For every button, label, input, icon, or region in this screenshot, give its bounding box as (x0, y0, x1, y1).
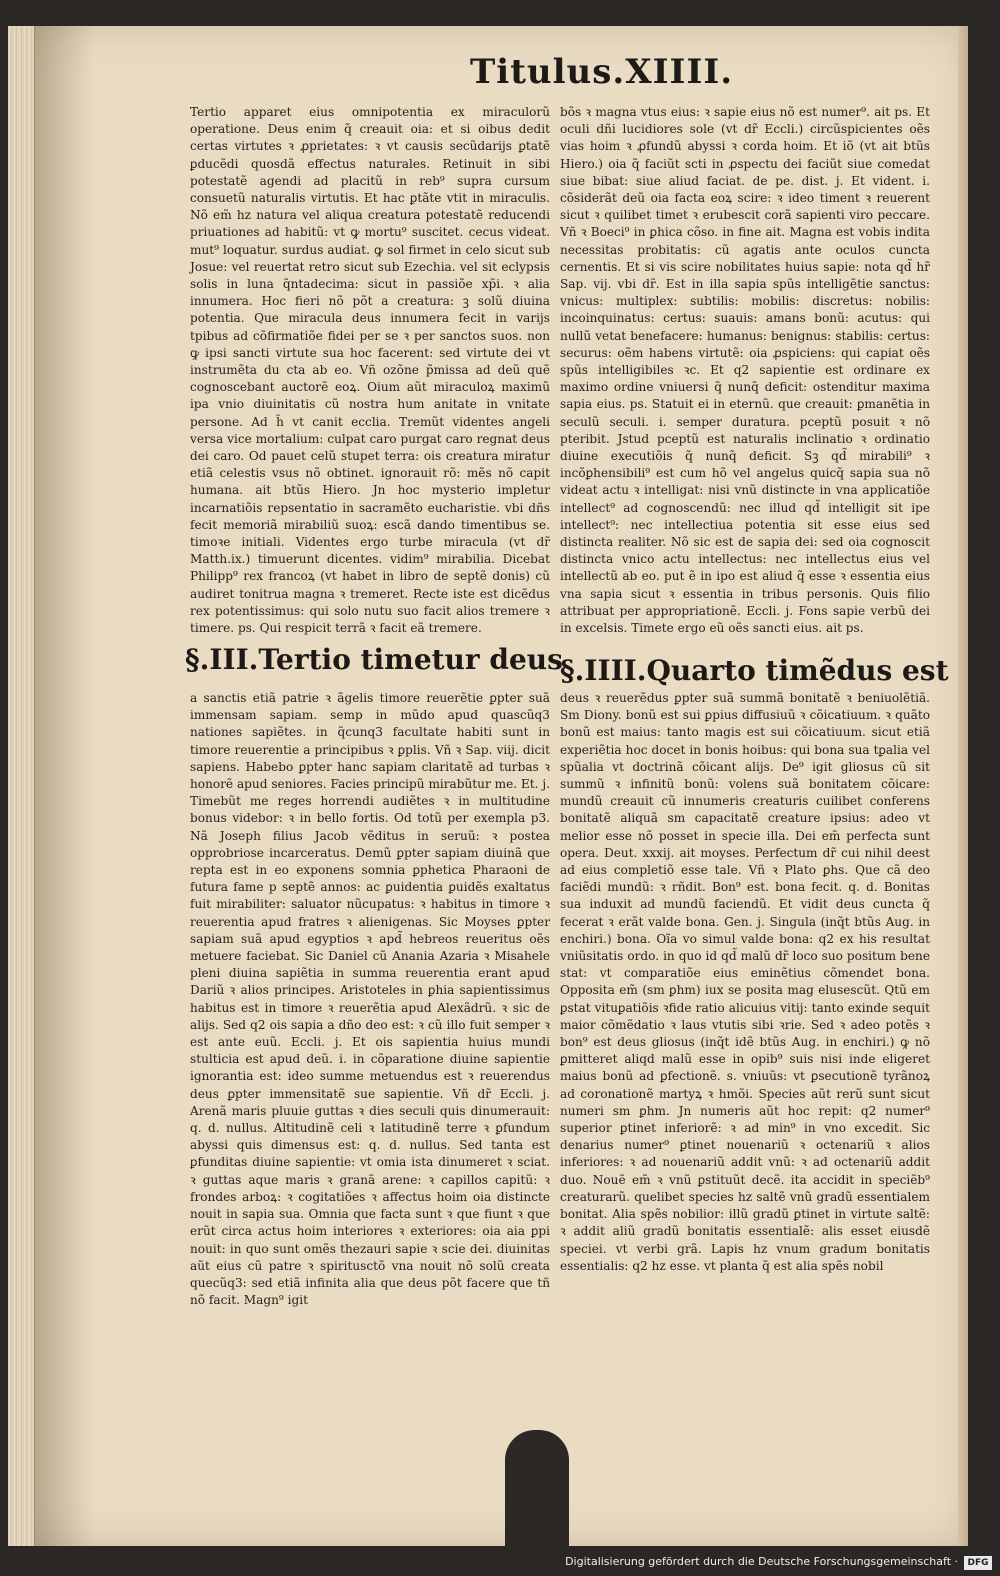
right-page-edge (958, 26, 968, 1546)
left-column-top (190, 104, 550, 637)
running-title: Titulus.XIIII. (470, 52, 734, 92)
footer-bar (0, 1546, 1000, 1576)
right-column-bottom (560, 690, 930, 1275)
dfg-credit-text: Digitalisierung gefördert durch die Deutsche Forschungsgemeinschaft · (565, 1555, 958, 1568)
right-column-top (560, 104, 930, 637)
left-column-bottom (190, 690, 550, 1309)
paragraph-timetur: a sanctis etiã patrie ꝛ ãgelis timore reuerẽtie ꝑpter suã immensam sapiam. semp in mũdo apud quascũq3 nationes sapiẽtes. in q̃cunq3 facultate habiti sunt in timore reuerentie a principibus ꝛ ꝑplis. Vñ ꝛ Sap. viij. dicit sapiens. Habebo ꝑpter hanc sapiam claritatẽ ad turbas ꝛ honorẽ apud seniores. Facies principũ mirabũtur me. Et. j. Timebũt me reges horrendi audiẽtes ꝛ in multitudine bonus videbor: ꝛ in bello fortis. Od totũ per exempla p3. Nã Joseph filius Jacob vẽditus in seruũ: ꝛ postea opprobriose incarceratus. Demũ ꝑpter sapiam diuinã que repta est in eo exponens somnia ꝑphetica Pharaoni de futura fame p septẽ annos: ac ꝑuidentia ꝑuidẽs exaltatus fuit mirabiliter: saluator nũcupatus: ꝛ habitus in timore ꝛ reuerentia apud fratres ꝛ alienigenas. Sic Moyses ꝑpter sapiam suã apud egyptios ꝛ apd̃ hebreos reueritus oẽs metuere faciebat. Sic Daniel cũ Anania Azaria ꝛ Misahele pleni diuina sapiẽtia in summa reuerentia erant apud Dariũ ꝛ alios principes. Aristoteles in ꝑhia sapientissimus habitus est in timore ꝛ reuerẽtia apud Alexãdrũ. ꝛ sic de alijs. Sed q2 ois sapia a dño deo est: ꝛ cũ illo fuit semper ꝛ est ante euũ. Eccli. j. Et ois sapientia huius mundi stulticia est apud deũ. i. in cõparatione diuine sapientie ignorantia est: ideo summe metuendus est ꝛ reuerendus deus ꝑpter immensitatẽ sue sapientie. Vñ dr̃ Eccli. j. Arenã maris pluuie guttas ꝛ dies seculi quis dinumerauit: q. d. nullus. Altitudinẽ celi ꝛ latitudinẽ terre ꝛ ꝑfundum abyssi quis dimensus est: q. d. nullus. Sed tanta est ꝑfunditas diuine sapientie: vt omia ista dinumeret ꝛ sciat. ꝛ guttas aque maris ꝛ granã arene: ꝛ capillos capitũ: ꝛ frondes arboꝝ: ꝛ cogitatiões ꝛ affectus hoim oia distincte nouit in sapia sua. Omnia que facta sunt ꝛ que fiunt ꝛ que erũt circa actus hoim interiores ꝛ exteriores: oia aia ꝑpi nouit: in quo sunt omẽs thezauri sapie ꝛ scie dei. diuinitas aũt eius cũ patre ꝛ spiritusctõ vna nouit nõ solũ creata quecũq3: sed etiã infinita alia que deus põt facere que tñ nõ facit. Magn⁹ igit (190, 691, 550, 1308)
section-heading-4: §.IIII.Quarto timẽdus est (560, 654, 949, 687)
section-heading-3: §.III.Tertio timetur deus (185, 643, 563, 676)
paragraph-sapientia: bõs ꝛ magna vtus eius: ꝛ sapie eius nõ est numer⁹. ait ps. Et oculi dñi lucidiores sole (vt dr̃ Eccli.) circũspicientes oẽs vias hoim ꝛ ꝓfundũ abyssi ꝛ corda hoim. Et iõ (vt ait btũs Hiero.) oia q̃ faciũt scti in ꝓspectu dei faciũt siue comedat siue bibat: siue aliud faciat. de pe. dist. j. Et vident. i. cõsiderãt deũ oia facta eoꝝ scire: ꝛ ideo timent ꝛ reuerent sicut ꝛ quilibet timet ꝛ erubescit corã sapienti viro peccare. Vñ ꝛ Boeci⁹ in ꝑhica cõso. in fine ait. Magna est vobis indita necessitas probitatis: cũ agatis ante oculos cuncta cernentis. Et si vis scire nobilitates huius sapie: nota qd̃ hr̃ Sap. vij. vbi dr̃. Est in illa sapia spũs intelligẽtie sanctus: vnicus: multiplex: subtilis: mobilis: discretus: nobilis: incoinquinatus: certus: suauis: amans bonũ: acutus: qui nullũ vetat benefacere: humanus: benignus: stabilis: certus: securus: oẽm habens virtutẽ: oia ꝓspiciens: qui capiat oẽs spũs intelligibiles ꝛc. Et q2 sapientie est ordinare ex maximo ordine vniuersi q̃ nunq̃ deficit: ostenditur maxima sapia eius. ps. Statuit ei in eternũ. que creauit: ꝑmanẽtia in seculũ seculi. i. semper duratura. pceptũ posuit ꝛ nõ pteribit. Jstud pceptũ est naturalis inclinatio ꝛ ordinatio diuine executiõis q̃ nunq̃ deficit. Sꝫ qd̃ mirabili⁹ ꝛ incõꝑhensibili⁹ est cum hõ vel angelus quicq̃ sapia sua nõ videat actu ꝛ intelligat: nisi vnũ distincte in vna applicatiõe intellect⁹ ad cognoscendũ: nec illud qd̃ intelligit sit ipe intellect⁹: nec intellectiua potentia sit esse eius sed distincta realiter. Nõ sic est de sapia dei: sed oia cognoscit distincta vnico actu intellectus: nec intellectus eius vel intellectũ ab eo. put ẽ in ipo est aliud q̃ esse ꝛ essentia eius vna sapia sicut ꝛ essentia in tribus personis. Quis filio attribuat per appropriationẽ. Eccli. j. Fons sapie verbũ dei in excelsis. Timete ergo eũ oẽs sancti eius. ait ps. (560, 105, 930, 636)
gutter-shadow (34, 26, 94, 1546)
paragraph-bonitas: deus ꝛ reuerẽdus ꝑpter suã summã bonitatẽ ꝛ beniuolẽtiã. Sm Diony. bonũ est sui ꝑpius diffusiuũ ꝛ cõicatiuum. ꝛ quãto bonũ est maius: tanto magis est sui cõicatiuum. sicut etiã experiẽtia hoc docet in bonis hoibus: qui bona sua tꝑalia vel spũalia vt doctrinã cõicant alijs. De⁹ igit gliosus cũ sit summũ ꝛ infinitũ bonũ: volens suã bonitatem cõicare: mundũ creauit cũ innumeris creaturis cuilibet conferens bonitatẽ aliquã sm capacitatẽ creature ipsius: adeo vt melior esse nõ posset in specie illa. Dei em̃ perfecta sunt opera. Deut. xxxij. ait moyses. Perfectum dr̃ cui nihil deest ad eius completiõ esse tale. Vñ ꝛ Plato ꝑhs. Que cã deo faciẽdi mundũ: ꝛ rñdit. Bon⁹ est. bona fecit. q. d. Bonitas sua induxit ad mundũ faciendũ. Et vidit deus cuncta q̃ fecerat ꝛ erãt valde bona. Gen. j. Singula (inq̃t btũs Aug. in enchiri.) bona. Oĩa vo simul valde bona: q2 ex his resultat vniũsitatis ordo. in quo id qd̃ malũ dr̃ loco suo positum bene stat: vt comparatiõe eius eminẽtius cõmendet bona. Opposita em̃ (sm ꝑhm) iux se posita mag elusescũt. Qtũ em ꝑstat vituꝑatiõis ꝛfide ratio alicuius vitij: tanto exinde sequit maior cõmẽdatio ꝛ laus vtutis sibi ꝛrie. Sed ꝛ adeo potẽs ꝛ bon⁹ est deus gliosus (inq̃t idẽ btũs Aug. in enchiri.) ꝙ nõ ꝑmitteret aliqd malũ esse in opib⁹ suis nisi inde eligeret maius bonũ ad ꝑfectionẽ. s. vniuũs: vt ꝑsecutionẽ tyrãnoꝝ ad coronationẽ martyꝝ ꝛ hmõi. Species aũt rerũ sunt sicut numeri sm ꝑhm. Jn numeris aũt hoc repit: q2 numer⁹ superior ꝑtinet inferiorẽ: ꝛ ad min⁹ in vno excedit. Sic denarius numer⁹ ꝑtinet nouenariũ ꝛ octenariũ ꝛ alios inferiores: ꝛ ad nouenariũ addit vnũ: ꝛ ad octenariũ addit duo. Nouẽ em̃ ꝛ vnũ ꝑstituũt decẽ. ita accidit in speciẽb⁹ creaturarũ. quelibet species hz saltẽ vnũ gradũ essentialem bonitat. Alia spẽs nobilior: illũ gradũ ꝑtinet in virtute saltẽ: ꝛ addit aliũ gradũ bonitatis essentialẽ: alis esset eiusdẽ speciei. vt verbi grã. Lapis hz vnum gradum bonitatis essentialis: q2 hz esse. vt planta q̃ est alia spẽs nobil (560, 691, 930, 1273)
paragraph-omnipotentia: Tertio apparet eius omnipotentia ex miraculorũ operatione. Deus enim q̃ creauit oia: et si oibus dedit certas virtutes ꝛ ꝓprietates: ꝛ vt causis secũdarijs ꝑtatẽ ꝑducẽdi quosdã effectus naturales. Retinuit in sibi potestatẽ agendi ad placitũ in reb⁹ supra cursum consuetũ naturalis virtutis. Et hac ꝑtãte vtit in miraculis. Nõ em̃ hz natura vel aliqua creatura potestatẽ reducendi priuationes ad habitũ: vt ꝙ mortu⁹ suscitet. cecus videat. mut⁹ loquatur. surdus audiat. ꝙ sol firmet in celo sicut sub Josue: vel reuertat retro sicut sub Ezechia. vel sit eclypsis solis in luna q̃ntadecima: sicut in passiõe xp̃i. ꝛ alia innumera. Hoc fieri nõ põt a creatura: ꝫ solũ diuina potentia. Que miracula deus innumera fecit in varijs tpibus ad cõfirmatiõe fidei per se ꝛ per sanctos suos. non ꝙ ipsi sancti virtute sua hoc facerent: sed virtute dei vt instrumẽta du cta ab eo. Vñ ozõne p̃missa ad deũ quẽ cognoscebant auctorẽ eoꝝ. Oium aũt miraculoꝝ maximũ ipa vnio diuinitatis cũ nostra hum anitate in vnitate persone. Ad h̃ vt canit ecclia. Tremũt videntes angeli versa vice mortalium: culpat caro purgat caro regnat deus dei caro. Od pauet celũ stupet terra: ois creatura miratur etiã celestis vsus nõ obtinet. ignorauit rõ: mẽs nõ capit humana. ait btũs Hiero. Jn hoc mysterio impletur incarnatiõis repsentatio in sacramẽto eucharistie. vbi dñs fecit memoriã mirabiliũ suoꝝ: escã dando timentibus se. timoꝛe initiali. Videntes ergo turbe miracula (vt dr̃ Matth.ix.) timuerunt dicentes. vidim⁹ mirabilia. Dicebat Philipp⁹ rex francoꝝ (vt habet in libro de septẽ donis) cũ audiret tonitrua magna ꝛ tremeret. Recte iste est dicẽdus rex potentissimus: qui solo nutu suo facit alios tremere ꝛ timere. ps. Qui respicit terrã ꝛ facit eã tremere. (190, 105, 550, 636)
page-edges (8, 26, 35, 1546)
dfg-logo-icon: DFG (964, 1556, 992, 1570)
